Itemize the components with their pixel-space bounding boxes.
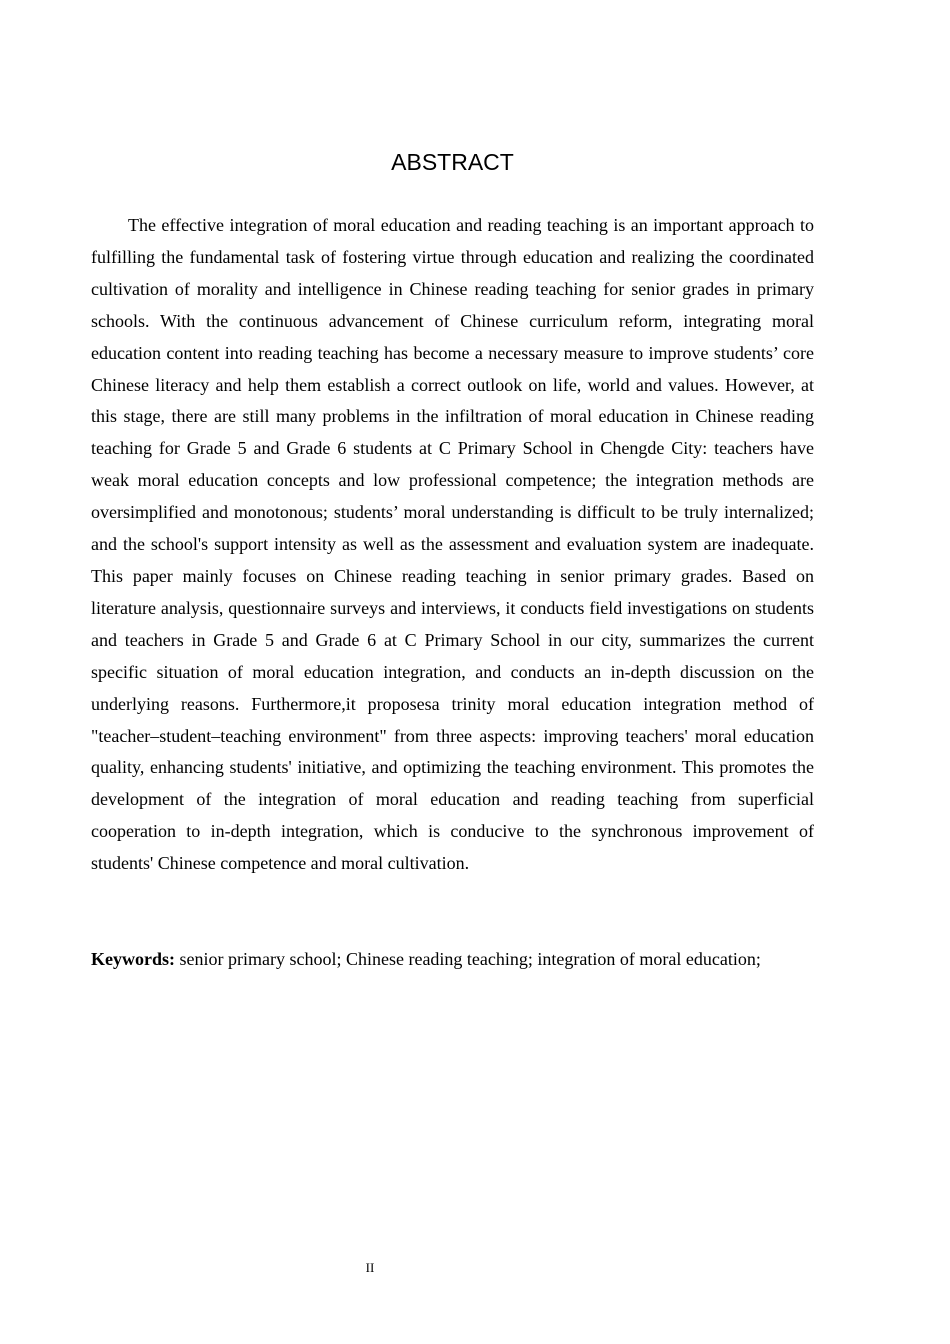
page-number: II — [365, 1260, 375, 1275]
keywords-text: senior primary school; Chinese reading teaching; integration of moral education; — [175, 949, 761, 969]
abstract-body: The effective integration of moral education and reading teaching is an important approach to fulfilling the fundamental task of fostering virtue through education and realizing the coordinated cultivation of morality and intelligence in Chinese reading teaching for senior grades in primary schools. With the continuous advancement of Chinese curriculum reform, integrating moral education content into reading teaching has become a necessary measure to improve students’ core Chinese literacy and help them establish a correct outlook on life, world and values. However, at this stage, there are still many problems in the infiltration of moral education in Chinese reading teaching for Grade 5 and Grade 6 students at C Primary School in Chengde City: teachers have weak moral education concepts and low professional competence; the integration methods are oversimplified and monotonous; students’ moral understanding is difficult to be truly internalized; and the school's support intensity as well as the assessment and evaluation system are inadequate. This paper mainly focuses on Chinese reading teaching in senior primary grades. Based on literature analysis, questionnaire surveys and interviews, it conducts field investigations on students and teachers in Grade 5 and Grade 6 at C Primary School in our city, summarizes the current specific situation of moral education integration, and conducts an in-depth discussion on the underlying reasons. Furthermore,it proposesa trinity moral education integration method of "teacher–student–teaching environment" from three aspects: improving teachers' moral education quality, enhancing students' initiative, and optimizing the teaching environment. This promotes the development of the integration of moral education and reading teaching from superficial cooperation to in-depth integration, which is conducive to the synchronous improvement of students' Chinese competence and moral cultivation. — [91, 215, 814, 874]
abstract-title: ABSTRACT — [391, 149, 514, 175]
keywords-label: Keywords: — [91, 949, 175, 969]
keywords-paragraph — [91, 944, 814, 976]
